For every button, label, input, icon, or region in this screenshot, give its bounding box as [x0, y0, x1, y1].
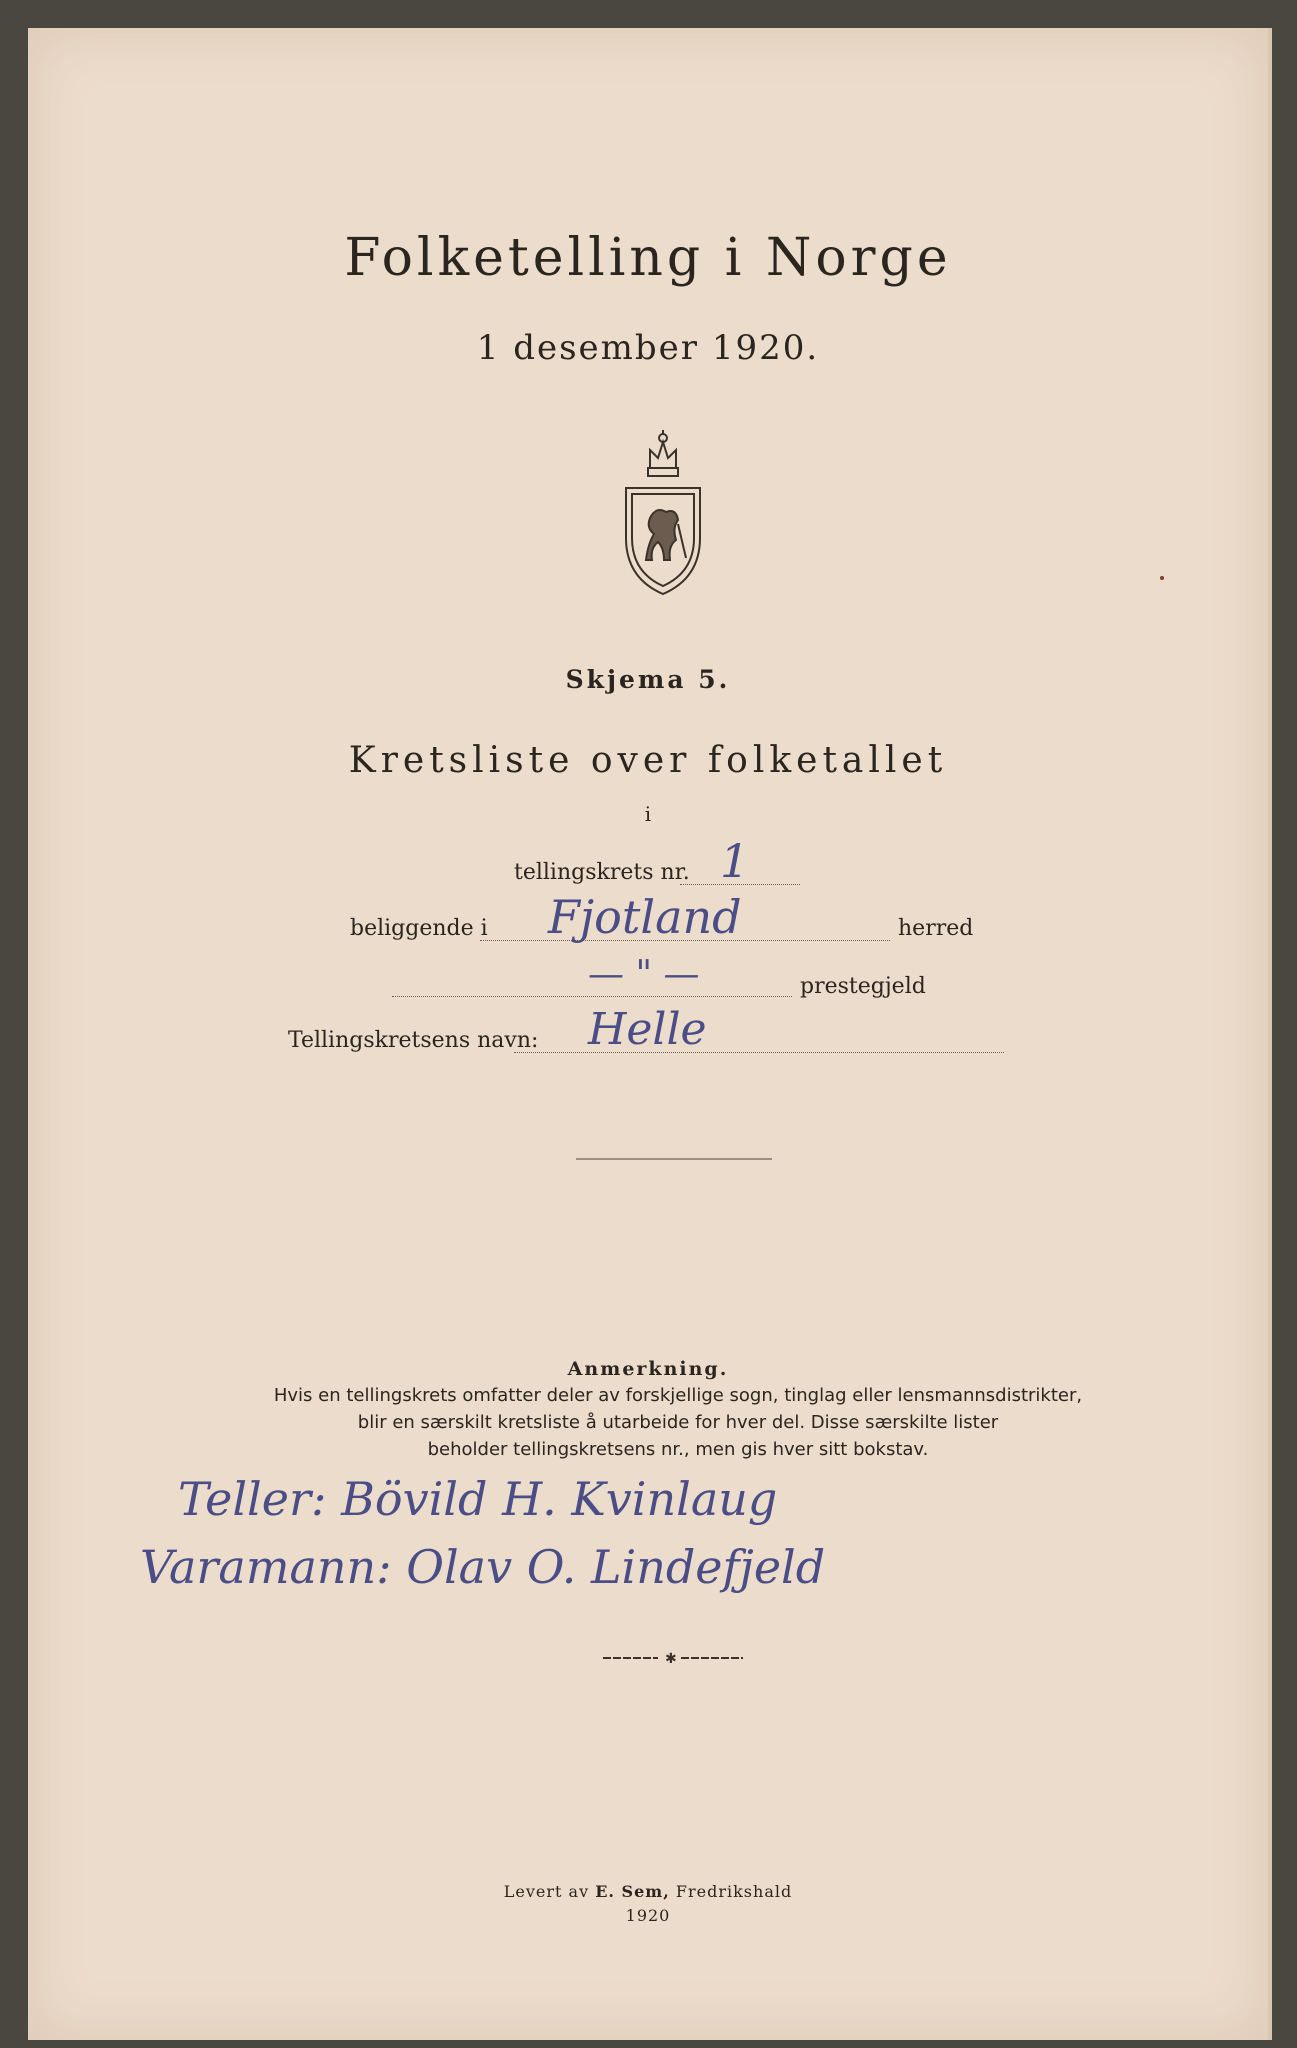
printer-line: [28, 1880, 1268, 1904]
note-title: Anmerkning.: [567, 1358, 729, 1380]
norwegian-coat-of-arms-icon: [620, 428, 706, 598]
prestegjeld-label: prestegjeld: [800, 974, 926, 999]
note-line-2: blir en særskilt kretsliste å utarbeide for hver del. Disse særskilte lister: [357, 1412, 999, 1433]
prestegjeld-value: — " —: [588, 954, 700, 995]
tellingskrets-label: tellingskrets nr.: [514, 860, 690, 885]
printer-prefix: Levert av: [503, 1882, 590, 1901]
herred-label: herred: [898, 916, 974, 941]
schema-label: Skjema 5.: [565, 665, 731, 694]
beliggende-label: beliggende i: [350, 916, 488, 941]
svg-text:✱: ✱: [665, 1652, 677, 1664]
varamann-signature: Varamann: Olav O. Lindefjeld: [140, 1540, 826, 1594]
ornament-divider-icon: [603, 1652, 743, 1664]
note-text: [253, 1382, 1103, 1463]
navn-value: Helle: [588, 1004, 707, 1055]
tellingskrets-value: 1: [720, 834, 750, 888]
prestegjeld-line: [392, 996, 792, 997]
ink-spot: [1160, 576, 1164, 580]
divider: [576, 1158, 772, 1160]
note-line-1: Hvis en tellingskrets omfatter deler av forskjellige sogn, tinglag eller lensmannsdistrikter,: [273, 1385, 1083, 1406]
connector-word: i: [644, 802, 652, 826]
printer-name: E. Sem,: [595, 1882, 670, 1901]
form-heading: Kretsliste over folketallet: [348, 740, 948, 781]
document-date: 1 desember 1920.: [476, 328, 820, 368]
printer-year: 1920: [625, 1906, 671, 1925]
note-line-3: beholder tellingskretsens nr., men gis hver sitt bokstav.: [427, 1439, 929, 1460]
tellingskrets-navn-label: Tellingskretsens navn:: [288, 1028, 539, 1053]
beliggende-value: Fjotland: [548, 890, 742, 944]
printer-footer: [28, 1880, 1268, 1928]
printer-city: Fredrikshald: [675, 1882, 793, 1901]
teller-signature: Teller: Bövild H. Kvinlaug: [178, 1472, 778, 1526]
document-title: Folketelling i Norge: [344, 228, 952, 288]
census-form-page: [28, 28, 1272, 2040]
